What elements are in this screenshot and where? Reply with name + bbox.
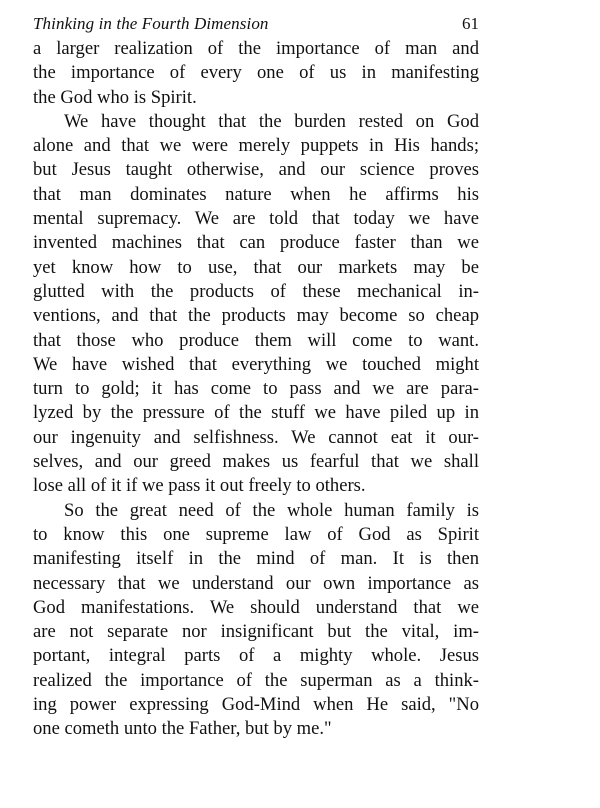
text-line: our ingenuity and selfishness. We cannot eat it our- (33, 426, 479, 448)
text-line: invented machines that can produce faster than we (33, 232, 479, 254)
text-line: We have thought that the burden rested on God (64, 110, 479, 132)
paragraph (33, 110, 479, 499)
text-line: realized the importance of the superman as a think- (33, 669, 479, 691)
text-line: ventions, and that the products may become so cheap (33, 305, 479, 327)
paragraph (33, 499, 479, 742)
text-line: mental supremacy. We are told that today we have (33, 208, 479, 230)
text-line: are not separate nor insignificant but the vital, im- (33, 621, 479, 643)
body-text (33, 37, 479, 742)
text-line: So the great need of the whole human family is (64, 499, 479, 521)
text-line: manifesting itself in the mind of man. It is then (33, 548, 479, 570)
text-line: the God who is Spirit. (33, 86, 197, 108)
text-line: necessary that we understand our own importance as (33, 572, 479, 594)
text-line: turn to gold; it has come to pass and we are para- (33, 378, 479, 400)
running-title: Thinking in the Fourth Dimension (33, 14, 269, 33)
text-line: that those who produce them will come to want. (33, 329, 479, 351)
text-line: yet know how to use, that our markets may be (33, 256, 479, 278)
text-line: We have wished that everything we touched might (33, 353, 479, 375)
text-line: God manifestations. We should understand that we (33, 596, 479, 618)
text-line: one cometh unto the Father, but by me." (33, 718, 332, 740)
text-line: that man dominates nature when he affirms his (33, 183, 479, 205)
paragraph (33, 37, 479, 110)
text-line: selves, and our greed makes us fearful that we shall (33, 451, 479, 473)
text-line: but Jesus taught otherwise, and our science proves (33, 159, 479, 181)
text-line: alone and that we were merely puppets in His hands; (33, 135, 479, 157)
text-line: ing power expressing God-Mind when He said, "No (33, 694, 479, 716)
text-line: to know this one supreme law of God as Spirit (33, 523, 479, 545)
text-line: the importance of every one of us in manifesting (33, 62, 479, 84)
running-head (33, 14, 479, 38)
text-line: lyzed by the pressure of the stuff we have piled up in (33, 402, 479, 424)
text-line: a larger realization of the importance of man and (33, 38, 479, 59)
text-line: lose all of it if we pass it out freely to others. (33, 475, 366, 497)
text-line: glutted with the products of these mechanical in- (33, 280, 479, 302)
page-number: 61 (462, 14, 479, 33)
text-line: portant, integral parts of a mighty whole. Jesus (33, 645, 479, 667)
